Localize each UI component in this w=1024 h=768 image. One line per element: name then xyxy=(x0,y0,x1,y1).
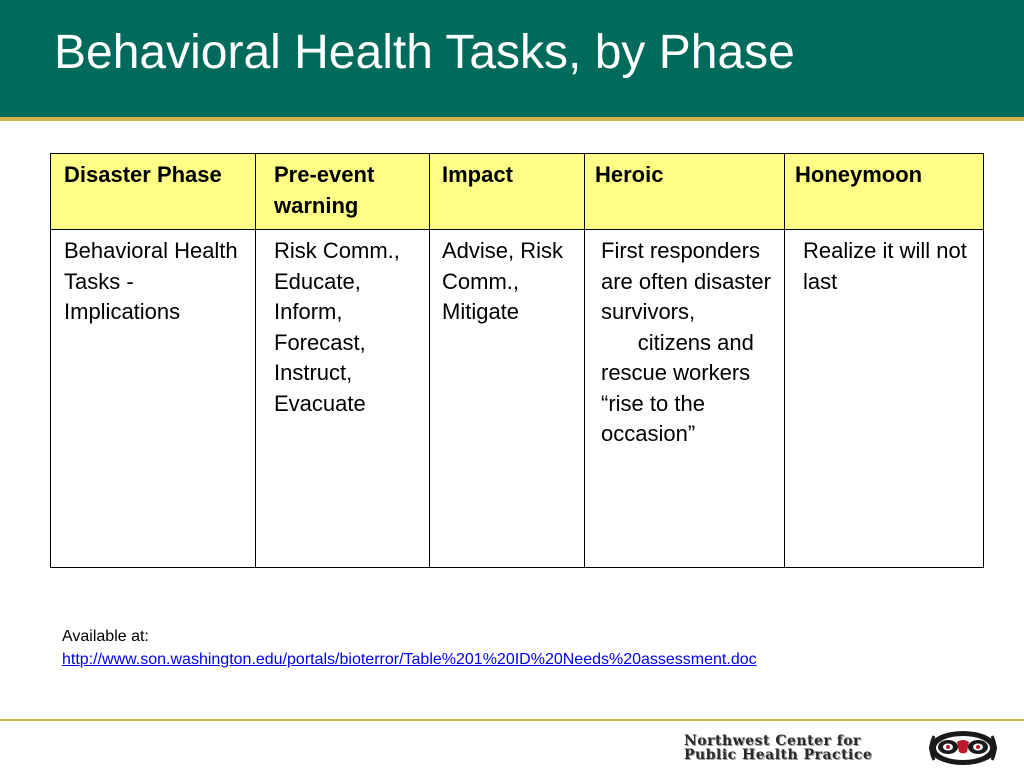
formline-art-icon xyxy=(926,728,1000,768)
header-impact: Impact xyxy=(430,154,585,230)
cell-honeymoon: Realize it will not last xyxy=(785,230,984,568)
source-link[interactable]: http://www.son.washington.edu/portals/bioterror/Table%201%20ID%20Needs%20assessment.doc xyxy=(62,651,757,668)
cell-pre-event-warning: Risk Comm., Educate, Inform, Forecast, Instruct, Evacuate xyxy=(256,230,430,568)
slide-title: Behavioral Health Tasks, by Phase xyxy=(54,26,795,79)
cell-heroic: First responders are often disaster survivors, citizens and rescue workers “rise to the occasion” xyxy=(585,230,785,568)
header-disaster-phase: Disaster Phase xyxy=(51,154,256,230)
header-pre-event-warning: Pre-event warning xyxy=(256,154,430,230)
footer-divider xyxy=(0,719,1024,721)
cell-behavioral-health-tasks: Behavioral Health Tasks - Implications xyxy=(51,230,256,568)
source-label: Available at: xyxy=(62,628,149,645)
cell-impact: Advise, Risk Comm., Mitigate xyxy=(430,230,585,568)
header-heroic: Heroic xyxy=(585,154,785,230)
logo-line-1: Northwest Center for xyxy=(684,733,861,749)
table-header-row xyxy=(51,154,984,230)
header-divider xyxy=(0,117,1024,121)
source-citation xyxy=(62,625,757,671)
logo-line-2: Public Health Practice xyxy=(684,747,873,763)
organization-logo-text xyxy=(684,734,916,762)
header-honeymoon: Honeymoon xyxy=(785,154,984,230)
table-row xyxy=(51,230,984,568)
phase-table xyxy=(50,153,984,568)
